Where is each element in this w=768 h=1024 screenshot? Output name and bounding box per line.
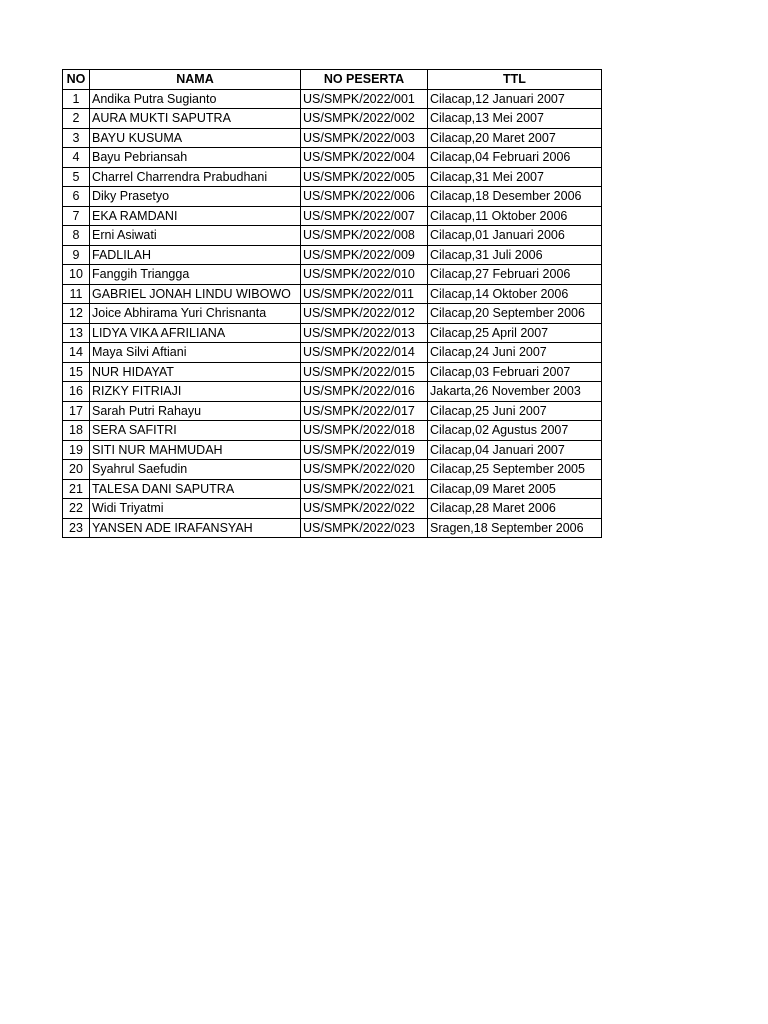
cell-no: 20 <box>63 460 90 480</box>
cell-no-peserta: US/SMPK/2022/015 <box>301 362 428 382</box>
cell-ttl: Cilacap,13 Mei 2007 <box>428 109 602 129</box>
cell-nama: RIZKY FITRIAJI <box>90 382 301 402</box>
participant-list-sheet <box>62 69 602 538</box>
cell-ttl: Cilacap,27 Februari 2006 <box>428 265 602 285</box>
cell-nama: Bayu Pebriansah <box>90 148 301 168</box>
cell-no-peserta: US/SMPK/2022/013 <box>301 323 428 343</box>
cell-ttl: Cilacap,24 Juni 2007 <box>428 343 602 363</box>
cell-no: 14 <box>63 343 90 363</box>
cell-no-peserta: US/SMPK/2022/023 <box>301 518 428 538</box>
cell-nama: FADLILAH <box>90 245 301 265</box>
table-row <box>63 460 602 480</box>
cell-nama: TALESA DANI SAPUTRA <box>90 479 301 499</box>
table-row <box>63 148 602 168</box>
table-row <box>63 323 602 343</box>
header-nama: NAMA <box>90 70 301 90</box>
cell-nama: EKA RAMDANI <box>90 206 301 226</box>
cell-no: 12 <box>63 304 90 324</box>
cell-ttl: Cilacap,01 Januari 2006 <box>428 226 602 246</box>
cell-no-peserta: US/SMPK/2022/014 <box>301 343 428 363</box>
cell-ttl: Sragen,18 September 2006 <box>428 518 602 538</box>
cell-no: 15 <box>63 362 90 382</box>
cell-nama: Sarah Putri Rahayu <box>90 401 301 421</box>
cell-ttl: Cilacap,09 Maret 2005 <box>428 479 602 499</box>
table-body <box>63 89 602 538</box>
cell-no: 2 <box>63 109 90 129</box>
table-row <box>63 382 602 402</box>
table-row <box>63 284 602 304</box>
cell-no-peserta: US/SMPK/2022/008 <box>301 226 428 246</box>
cell-no-peserta: US/SMPK/2022/010 <box>301 265 428 285</box>
cell-nama: SERA SAFITRI <box>90 421 301 441</box>
cell-no: 6 <box>63 187 90 207</box>
cell-no: 23 <box>63 518 90 538</box>
cell-ttl: Cilacap,04 Februari 2006 <box>428 148 602 168</box>
table-row <box>63 479 602 499</box>
table-row <box>63 187 602 207</box>
cell-nama: Erni Asiwati <box>90 226 301 246</box>
cell-ttl: Cilacap,14 Oktober 2006 <box>428 284 602 304</box>
cell-no: 11 <box>63 284 90 304</box>
cell-ttl: Cilacap,04 Januari 2007 <box>428 440 602 460</box>
cell-ttl: Cilacap,25 Juni 2007 <box>428 401 602 421</box>
cell-no: 4 <box>63 148 90 168</box>
cell-no-peserta: US/SMPK/2022/002 <box>301 109 428 129</box>
cell-no-peserta: US/SMPK/2022/021 <box>301 479 428 499</box>
cell-ttl: Cilacap,31 Mei 2007 <box>428 167 602 187</box>
cell-no-peserta: US/SMPK/2022/017 <box>301 401 428 421</box>
cell-ttl: Cilacap,20 September 2006 <box>428 304 602 324</box>
table-row <box>63 304 602 324</box>
table-row <box>63 206 602 226</box>
cell-nama: YANSEN ADE IRAFANSYAH <box>90 518 301 538</box>
cell-nama: Charrel Charrendra Prabudhani <box>90 167 301 187</box>
table-row <box>63 499 602 519</box>
cell-ttl: Cilacap,25 September 2005 <box>428 460 602 480</box>
cell-ttl: Cilacap,31 Juli 2006 <box>428 245 602 265</box>
cell-no-peserta: US/SMPK/2022/012 <box>301 304 428 324</box>
cell-nama: Widi Triyatmi <box>90 499 301 519</box>
cell-no-peserta: US/SMPK/2022/016 <box>301 382 428 402</box>
cell-no-peserta: US/SMPK/2022/019 <box>301 440 428 460</box>
cell-no-peserta: US/SMPK/2022/011 <box>301 284 428 304</box>
table-row <box>63 245 602 265</box>
cell-no-peserta: US/SMPK/2022/022 <box>301 499 428 519</box>
cell-no: 16 <box>63 382 90 402</box>
cell-nama: Andika Putra Sugianto <box>90 89 301 109</box>
header-ttl: TTL <box>428 70 602 90</box>
table-row <box>63 518 602 538</box>
cell-no: 9 <box>63 245 90 265</box>
cell-ttl: Cilacap,02 Agustus 2007 <box>428 421 602 441</box>
cell-no: 10 <box>63 265 90 285</box>
cell-ttl: Cilacap,18 Desember 2006 <box>428 187 602 207</box>
table-row <box>63 265 602 285</box>
table-row <box>63 167 602 187</box>
table-row <box>63 401 602 421</box>
cell-nama: Joice Abhirama Yuri Chrisnanta <box>90 304 301 324</box>
cell-no: 22 <box>63 499 90 519</box>
cell-nama: GABRIEL JONAH LINDU WIBOWO <box>90 284 301 304</box>
cell-no: 5 <box>63 167 90 187</box>
cell-nama: Maya Silvi Aftiani <box>90 343 301 363</box>
table-row <box>63 226 602 246</box>
cell-ttl: Cilacap,12 Januari 2007 <box>428 89 602 109</box>
cell-nama: Syahrul Saefudin <box>90 460 301 480</box>
header-no: NO <box>63 70 90 90</box>
cell-nama: NUR HIDAYAT <box>90 362 301 382</box>
cell-no-peserta: US/SMPK/2022/005 <box>301 167 428 187</box>
cell-nama: BAYU KUSUMA <box>90 128 301 148</box>
header-no-peserta: NO PESERTA <box>301 70 428 90</box>
cell-no-peserta: US/SMPK/2022/009 <box>301 245 428 265</box>
cell-nama: Fanggih Triangga <box>90 265 301 285</box>
participant-table <box>62 69 602 538</box>
cell-ttl: Cilacap,20 Maret 2007 <box>428 128 602 148</box>
cell-nama: LIDYA VIKA AFRILIANA <box>90 323 301 343</box>
cell-nama: Diky Prasetyo <box>90 187 301 207</box>
cell-no-peserta: US/SMPK/2022/004 <box>301 148 428 168</box>
table-row <box>63 362 602 382</box>
cell-no-peserta: US/SMPK/2022/003 <box>301 128 428 148</box>
cell-no: 1 <box>63 89 90 109</box>
cell-no: 8 <box>63 226 90 246</box>
table-row <box>63 343 602 363</box>
table-row <box>63 421 602 441</box>
cell-no-peserta: US/SMPK/2022/007 <box>301 206 428 226</box>
cell-no: 7 <box>63 206 90 226</box>
table-row <box>63 128 602 148</box>
table-header-row <box>63 70 602 90</box>
cell-no-peserta: US/SMPK/2022/020 <box>301 460 428 480</box>
cell-nama: AURA MUKTI SAPUTRA <box>90 109 301 129</box>
cell-ttl: Cilacap,28 Maret 2006 <box>428 499 602 519</box>
cell-no-peserta: US/SMPK/2022/001 <box>301 89 428 109</box>
cell-ttl: Cilacap,03 Februari 2007 <box>428 362 602 382</box>
cell-no: 17 <box>63 401 90 421</box>
table-row <box>63 440 602 460</box>
cell-no: 19 <box>63 440 90 460</box>
cell-no: 3 <box>63 128 90 148</box>
cell-no: 21 <box>63 479 90 499</box>
cell-nama: SITI NUR MAHMUDAH <box>90 440 301 460</box>
cell-no: 13 <box>63 323 90 343</box>
cell-no-peserta: US/SMPK/2022/006 <box>301 187 428 207</box>
table-row <box>63 109 602 129</box>
table-row <box>63 89 602 109</box>
cell-ttl: Cilacap,11 Oktober 2006 <box>428 206 602 226</box>
cell-no-peserta: US/SMPK/2022/018 <box>301 421 428 441</box>
cell-ttl: Jakarta,26 November 2003 <box>428 382 602 402</box>
cell-no: 18 <box>63 421 90 441</box>
cell-ttl: Cilacap,25 April 2007 <box>428 323 602 343</box>
